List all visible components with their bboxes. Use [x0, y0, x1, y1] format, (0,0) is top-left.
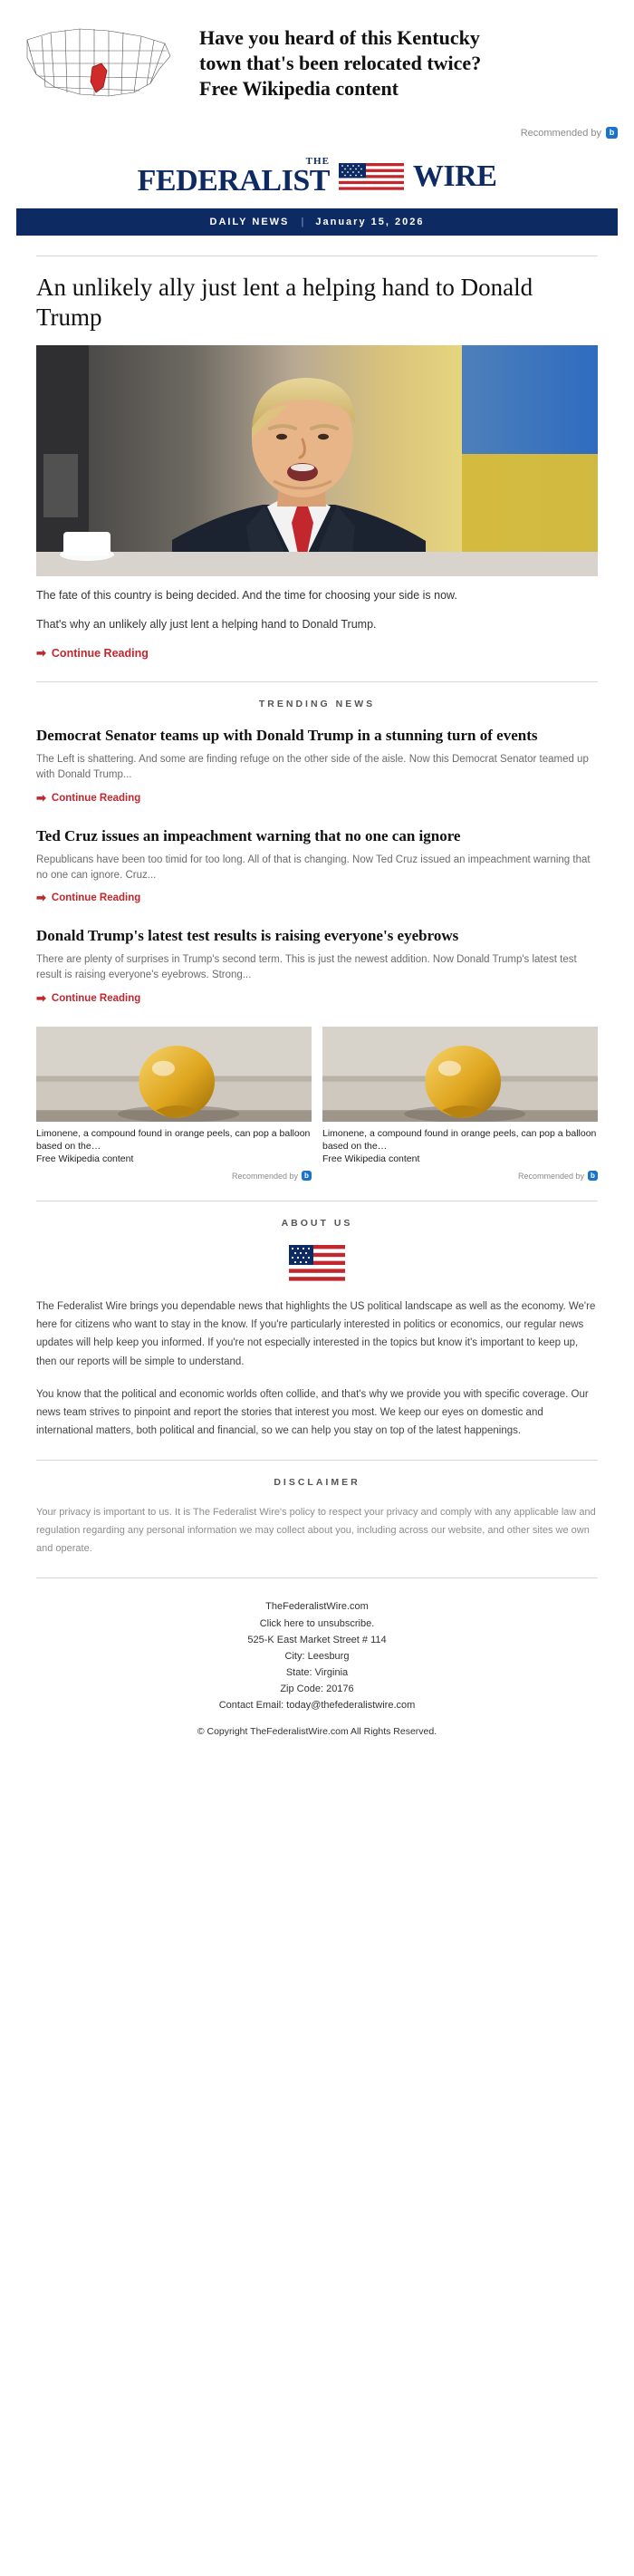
lead-hero-image[interactable] [36, 345, 598, 576]
trending-item-excerpt: Republicans have been too timid for too long. All of that is changing. Now Ted Cruz issued an impeachment warning that no one can ignore. Cruz... [36, 854, 591, 881]
promo-headline[interactable] [199, 13, 481, 101]
trending-continue-label: Continue Reading [51, 892, 141, 904]
recommended-by-label: Recommended by [520, 127, 601, 139]
footer-zip: Zip Code: 20176 [280, 1684, 354, 1695]
footer-site-name: TheFederalistWire.com [265, 1601, 369, 1613]
footer [36, 1595, 598, 1713]
logo-wire: WIRE [412, 159, 497, 193]
taboola-badge-icon: b [302, 1171, 312, 1181]
divider [36, 681, 598, 682]
site-logo[interactable] [138, 157, 497, 196]
disclaimer-label: DISCLAIMER [274, 1477, 360, 1489]
about-paragraph-2: You know that the political and economic worlds often collide, and that's why we provide you with specific coverage. Our news team strives to pinpoint and report the stories that interest you most. We keep our eyes on domestic and international matters, both political and financial, so we can help you stay on top of the latest happenings. [36, 1388, 589, 1436]
taboola-badge-icon: b [588, 1171, 598, 1181]
date-bar [16, 208, 618, 236]
footer-city: City: Leesburg [284, 1650, 350, 1662]
recommended-by-label: Recommended by [517, 1171, 584, 1181]
trending-continue-reading-link[interactable] [36, 791, 140, 806]
recommended-by-row[interactable] [322, 1171, 598, 1181]
about-paragraph-1: The Federalist Wire brings you dependable news that highlights the US political landscape as well as the economy. We're here for citizens who want to stay in the know. If you're particularly interested in politics or economics, our regular news updates will help keep you informed. If you're not especially interested in the topics but know it's important to keep up, then our reports will be simple to understand. [36, 1301, 596, 1367]
masthead [0, 148, 634, 208]
lead-continue-label: Continue Reading [51, 646, 149, 660]
about-flag-icon [289, 1245, 345, 1281]
top-sponsored-promo[interactable] [0, 0, 634, 121]
balloon-image[interactable] [36, 1027, 312, 1122]
divider [36, 1460, 598, 1461]
taboola-badge-icon: b [606, 127, 618, 139]
kentucky-map-image[interactable] [14, 13, 187, 121]
trending-item-title[interactable]: Democrat Senator teams up with Donald Trump in a stunning turn of events [36, 726, 538, 744]
sponsored-promo-grid [36, 1027, 598, 1182]
lead-continue-reading-link[interactable] [36, 646, 149, 661]
logo-the: THE [305, 156, 330, 167]
trending-item-title[interactable]: Ted Cruz issues an impeachment warning that no one can ignore [36, 826, 461, 844]
footer-copyright: © Copyright TheFederalistWire.com All Rights Reserved. [197, 1726, 437, 1738]
about-us-label: ABOUT US [281, 1218, 353, 1230]
recommended-by-label: Recommended by [231, 1171, 298, 1181]
sponsored-card[interactable] [36, 1027, 312, 1182]
trending-item[interactable] [36, 726, 598, 806]
balloon-image[interactable] [322, 1027, 598, 1122]
lead-headline[interactable]: An unlikely ally just lent a helping hand to Donald Trump [36, 274, 533, 332]
datebar-separator: | [301, 217, 304, 228]
promo-source: Free Wikipedia content [199, 77, 399, 101]
arrow-right-icon: ➡ [36, 990, 46, 1005]
sponsored-card[interactable] [322, 1027, 598, 1182]
arrow-right-icon: ➡ [36, 645, 46, 660]
unsubscribe-link[interactable]: Click here to unsubscribe. [259, 1617, 375, 1629]
divider [36, 1577, 598, 1578]
trending-continue-label: Continue Reading [51, 792, 141, 804]
trending-item[interactable] [36, 826, 598, 907]
trending-news-label: TRENDING NEWS [258, 698, 376, 709]
logo-federalist: FEDERALIST [137, 164, 330, 198]
disclaimer-text: Your privacy is important to us. It is The Federalist Wire's policy to respect your privacy and comply with any applicable law and regulation regarding any personal information we may collect about you, including across our website, and other sites we own and operate. [36, 1507, 596, 1554]
trending-continue-reading-link[interactable] [36, 991, 140, 1006]
daily-news-label: DAILY NEWS [209, 217, 290, 228]
lead-caption: The fate of this country is being decided. And the time for choosing your side is now. [36, 589, 457, 603]
promo-headline-line2: town that's been relocated twice? [199, 52, 482, 75]
trending-item-excerpt: There are plenty of surprises in Trump's second term. This is just the newest addition. Now Donald Trump's latest test result is raising everyone's eyebrows. Strong... [36, 954, 577, 981]
sponsored-card-caption[interactable]: Limonene, a compound found in orange peels, can pop a balloon based on the… [36, 1127, 311, 1152]
footer-address: 525-K East Market Street # 114 [247, 1634, 387, 1645]
lead-paragraph: That's why an unlikely ally just lent a helping hand to Donald Trump. [36, 617, 377, 631]
sponsored-card-caption[interactable]: Limonene, a compound found in orange peels, can pop a balloon based on the… [322, 1127, 597, 1152]
trending-continue-reading-link[interactable] [36, 891, 140, 905]
trending-item[interactable] [36, 926, 598, 1007]
american-flag-icon [339, 163, 404, 190]
promo-headline-line1: Have you heard of this Kentucky [199, 26, 480, 49]
trending-continue-label: Continue Reading [51, 992, 141, 1004]
arrow-right-icon: ➡ [36, 790, 46, 805]
recommended-by-row[interactable] [0, 121, 634, 148]
sponsored-card-source: Free Wikipedia content [36, 1153, 134, 1165]
trending-item-title[interactable]: Donald Trump's latest test results is raising everyone's eyebrows [36, 927, 459, 945]
recommended-by-row[interactable] [36, 1171, 312, 1181]
arrow-right-icon: ➡ [36, 891, 46, 905]
footer-contact-email[interactable]: Contact Email: today@thefederalistwire.com [218, 1700, 416, 1712]
footer-state: State: Virginia [285, 1667, 349, 1679]
datebar-date: January 15, 2026 [315, 217, 425, 228]
trending-item-excerpt: The Left is shattering. And some are finding refuge on the other side of the aisle. Now this Democrat Senator teamed up with Donald Trump... [36, 754, 589, 781]
sponsored-card-source: Free Wikipedia content [322, 1153, 420, 1165]
